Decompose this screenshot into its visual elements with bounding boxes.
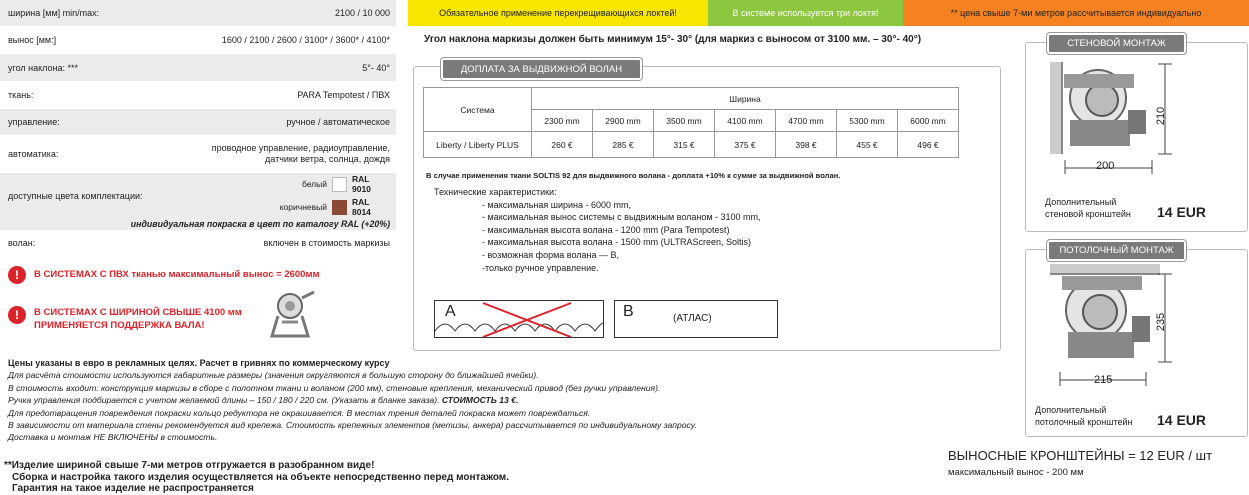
wave-shape-crossed-icon	[435, 301, 603, 337]
note-line: Ручка управления подбирается с учетом желаемой длины – 150 / 180 / 220 см. (Указать в бланке заказа).	[8, 395, 440, 406]
valance-shape-a	[434, 300, 604, 338]
spec-value: ручное / автоматическое	[286, 117, 390, 127]
shape-a-label: A	[445, 303, 456, 320]
spec-row-control	[0, 109, 396, 135]
warning-line: ПРИМЕНЯЕТСЯ ПОДДЕРЖКА ВАЛА!	[34, 320, 205, 331]
width-cell: 2300 mm	[532, 110, 593, 132]
wall-mount-tab: СТЕНОВОЙ МОНТАЖ	[1047, 33, 1186, 54]
footer-note	[4, 460, 509, 495]
footer-line: **Изделие шириной свыше 7-ми метров отгружается в разобранном виде!	[4, 460, 375, 471]
spec-value-line: проводное управление, радиоуправление,	[211, 143, 390, 153]
spec-row-width	[0, 0, 396, 26]
spec-label: ткань:	[8, 90, 34, 100]
width-cell: 4700 mm	[776, 110, 837, 132]
note-line: Для предотвращения повреждения покраски кольцо редуктора не окрашивается. В местах трения деталей покраска может повреждаться.	[8, 407, 591, 418]
wall-dim-height: 210	[1155, 106, 1168, 126]
exclamation-icon: !	[8, 266, 26, 284]
desc-line: Дополнительный	[1035, 405, 1107, 415]
spec-value-line: датчики ветра, солнца, дождя	[265, 154, 390, 164]
ral-code: RAL 8014	[352, 197, 371, 217]
spec-value: PARA Tempotest / ПВХ	[297, 90, 390, 100]
spec-row-colors	[0, 173, 396, 230]
spec-row-automation	[0, 135, 396, 173]
tech-item: -только ручное управление.	[482, 262, 599, 273]
desc-line: потолочный кронштейн	[1035, 417, 1133, 427]
tech-item: - максимальная ширина - 6000 mm,	[482, 199, 632, 210]
spec-row-valance	[0, 230, 396, 256]
exclamation-icon: !	[8, 306, 26, 324]
color-swatch	[332, 200, 347, 215]
wall-bracket-desc	[1045, 196, 1131, 220]
spec-label: автоматика:	[8, 149, 59, 159]
ceiling-dim-width: 215	[1094, 374, 1113, 386]
soltis-note: В случае применения ткани SOLTIS 92 для выдвижного волана - доплата +10% к сумме за выдвижной волан.	[426, 171, 841, 180]
price-cell: 455 €	[837, 132, 898, 158]
spec-label: управление:	[8, 117, 60, 127]
warning-line: В СИСТЕМАХ С ШИРИНОЙ СВЫШЕ 4100 мм	[34, 307, 242, 318]
spec-value	[212, 143, 390, 165]
note-line: Доставка и монтаж НЕ ВКЛЮЧЕНЫ в стоимость.	[8, 432, 218, 443]
color-option-brown	[280, 197, 390, 217]
color-name: белый	[301, 179, 327, 189]
price-cell: 375 €	[715, 132, 776, 158]
spec-value: 2100 / 10 000	[334, 8, 390, 18]
warning-width	[8, 306, 242, 332]
spec-row-fabric	[0, 81, 396, 109]
price-cell: 496 €	[898, 132, 959, 158]
system-name: Liberty / Liberty PLUS	[424, 132, 532, 158]
ceiling-dim-height: 235	[1155, 312, 1168, 332]
width-cell: 3500 mm	[654, 110, 715, 132]
tech-specs	[434, 186, 761, 274]
desc-line: стеновой кронштейн	[1045, 209, 1131, 219]
price-cell: 315 €	[654, 132, 715, 158]
spec-label: угол наклона: ***	[8, 62, 79, 73]
width-cell: 5300 mm	[837, 110, 898, 132]
ral-code: RAL 9010	[352, 174, 371, 194]
shape-b-label: B	[623, 303, 634, 320]
valance-tab: ДОПЛАТА ЗА ВЫДВИЖНОЙ ВОЛАН	[441, 58, 642, 80]
note-line: В стоимость входит: конструкция маркизы в сборе с полотном ткани и воланом (200 мм), стеновые крепления, механический привод (без ручки управления).	[8, 382, 661, 393]
price-cell: 398 €	[776, 132, 837, 158]
extension-brackets-price: ВЫНОСНЫЕ КРОНШТЕЙНЫ = 12 EUR / шт	[948, 448, 1213, 463]
custom-color-note: индивидуальная покраска в цвет по каталогу RAL (+20%)	[130, 219, 390, 229]
ceiling-bracket-price: 14 EUR	[1157, 412, 1207, 428]
spec-row-angle	[0, 54, 396, 81]
price-cell: 260 €	[532, 132, 593, 158]
warning-text: В СИСТЕМАХ С ПВХ тканью максимальный вынос = 2600мм	[34, 269, 320, 280]
tech-item: - возможная форма волана — В,	[482, 249, 620, 260]
desc-line: Дополнительный	[1045, 197, 1117, 207]
spec-label: доступные цвета комплектации:	[8, 190, 143, 201]
tech-item: - максимальная высота волана - 1500 mm (ULTRAScreen, Soltis)	[482, 237, 752, 248]
width-cell: 6000 mm	[898, 110, 959, 132]
spec-value: включен в стоимость маркизы	[263, 238, 390, 248]
width-cell: 4100 mm	[715, 110, 776, 132]
spec-value: 1600 / 2100 / 2600 / 3100* / 3600* / 4100*	[221, 35, 390, 45]
footer-line: Сборка и настройка такого изделия осуществляется на объекте непосредственно перед монтажом.	[12, 471, 509, 483]
valance-shape-b	[614, 300, 778, 338]
banner-three-arms: В системе используется три локтя!	[708, 0, 903, 26]
color-option-white	[280, 174, 390, 194]
price-notes	[8, 357, 838, 444]
note-line: В зависимости от материала стены рекомендуется вид крепежа. Стоимость крепежных элементов (метизы, анкера) рассчитывается по индивидуальному запросу.	[8, 420, 697, 431]
width-cell: 2900 mm	[593, 110, 654, 132]
color-name: коричневый	[279, 202, 327, 212]
tech-item: - максимальная высота волана - 1200 mm (Para Tempotest)	[482, 224, 730, 235]
spec-table	[0, 0, 396, 256]
spec-label: вынос [мм:]	[8, 35, 57, 45]
ceiling-bracket-desc	[1035, 404, 1133, 428]
extension-brackets-note: максимальный вынос - 200 мм	[948, 467, 1084, 478]
cost-label: СТОИМОСТЬ 13 €.	[441, 395, 519, 406]
banner-crossed-arms: Обязательное применение перекрещивающихся локтей!	[408, 0, 708, 26]
wall-dim-width: 200	[1096, 160, 1115, 172]
angle-note: Угол наклона маркизы должен быть минимум 15°- 30° (для маркиз с выносом от 3100 мм. – 30°- 40°)	[424, 34, 922, 45]
shaft-support-icon	[268, 288, 318, 340]
color-swatch	[332, 177, 347, 192]
notes-heading: Цены указаны в евро в рекламных целях. Расчет в гривнях по коммерческому курсу	[8, 358, 390, 368]
system-header: Система	[424, 88, 532, 132]
price-cell: 285 €	[593, 132, 654, 158]
ceiling-mount-tab: ПОТОЛОЧНЫЙ МОНТАЖ	[1047, 240, 1186, 261]
banner-individual-price: ** цена свыше 7-ми метров рассчитывается индивидуально	[903, 0, 1249, 26]
tech-title: Технические характеристики:	[434, 187, 557, 197]
tech-item: - максимальная вынос системы с выдвижным воланом - 3100 mm,	[482, 212, 761, 223]
spec-label: ширина [мм] min/max:	[8, 8, 100, 18]
warning-pvc	[8, 266, 320, 284]
shape-b-name: (АТЛАС)	[673, 313, 712, 324]
width-header: Ширина	[532, 88, 959, 110]
price-row	[424, 132, 959, 158]
footer-line: Гарантия на такое изделие не распространяется	[12, 483, 254, 494]
spec-value: 5°- 40°	[362, 62, 390, 73]
warning-text	[34, 306, 242, 332]
wall-bracket-price: 14 EUR	[1157, 204, 1207, 220]
spec-label: волан:	[8, 238, 36, 248]
spec-row-projection	[0, 26, 396, 54]
valance-price-table	[423, 87, 959, 158]
note-line: Для расчёта стоимости используются габаритные размеры (значения округляются в большую сторону до ближайшей ячейки).	[8, 370, 539, 381]
